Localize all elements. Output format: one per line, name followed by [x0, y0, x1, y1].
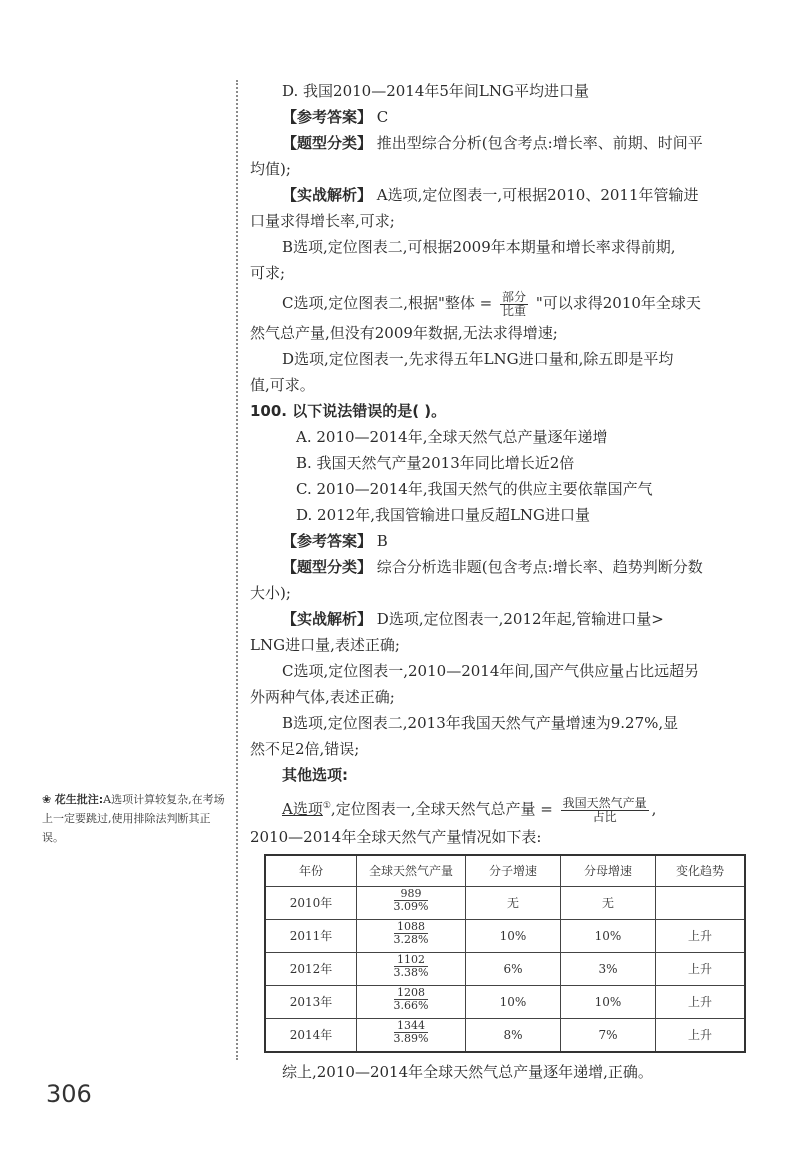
a-option-text: ,定位图表一,全球天然气总产量 =	[330, 800, 553, 818]
table-row	[265, 887, 745, 920]
table-row	[265, 986, 745, 1019]
cell-trend: 上升	[656, 920, 746, 953]
cell-numerator: 1208	[394, 987, 429, 1000]
header-denominator-growth: 分母增速	[561, 855, 656, 887]
table-header-row	[265, 855, 745, 887]
cell-production	[357, 953, 466, 986]
answer-value: C	[376, 108, 389, 126]
margin-note	[42, 790, 232, 847]
cell-year: 2012年	[265, 953, 357, 986]
cell-denominator-growth: 10%	[561, 986, 656, 1019]
margin-divider	[236, 80, 244, 1060]
conclusion: 综上,2010—2014年全球天然气总产量逐年递增,正确。	[282, 1063, 653, 1081]
note-label: 花生批注:	[54, 793, 104, 806]
analysis-c-pre: C选项,定位图表二,根据"整体 =	[282, 294, 493, 312]
table-row	[265, 1019, 745, 1053]
analysis-a-cont: 口量求得增长率,可求;	[250, 212, 395, 230]
option-d-99: D. 我国2010—2014年5年间LNG平均进口量	[282, 82, 589, 100]
cell-trend	[656, 887, 746, 920]
type-text-cont: 均值);	[250, 160, 291, 178]
analysis-c-99	[250, 286, 770, 320]
table-row	[265, 953, 745, 986]
type-line-99	[250, 130, 770, 156]
cell-numerator: 1102	[394, 954, 429, 967]
analysis-b-cont: 可求;	[250, 264, 286, 282]
fraction-denominator: 比重	[502, 303, 527, 318]
header-numerator-growth: 分子增速	[466, 855, 561, 887]
answer-line-100	[250, 528, 770, 554]
cell-numerator-growth: 10%	[466, 920, 561, 953]
cell-denominator-growth: 3%	[561, 953, 656, 986]
type-tag: 【题型分类】	[282, 558, 373, 576]
cell-production	[357, 920, 466, 953]
cell-denominator: 3.28%	[393, 932, 429, 946]
answer-value: B	[376, 532, 388, 550]
analysis-b-cont: 然不足2倍,错误;	[250, 740, 360, 758]
question-100: 100. 以下说法错误的是( )。	[250, 402, 447, 420]
fraction-numerator: 部分	[502, 289, 527, 304]
analysis-d-100	[250, 606, 770, 632]
option-a-100: A. 2010—2014年,全球天然气总产量逐年递增	[296, 428, 608, 446]
answer-tag: 【参考答案】	[282, 108, 373, 126]
cell-denominator: 3.38%	[393, 965, 429, 979]
analysis-c-cont: 外两种气体,表述正确;	[250, 688, 395, 706]
cell-year: 2011年	[265, 920, 357, 953]
cell-numerator-growth: 10%	[466, 986, 561, 1019]
cell-denominator-growth: 7%	[561, 1019, 656, 1053]
cell-numerator: 1088	[394, 921, 429, 934]
cell-production	[357, 1019, 466, 1053]
option-a-analysis	[250, 788, 770, 824]
cell-numerator-growth: 8%	[466, 1019, 561, 1053]
analysis-a-99	[250, 182, 770, 208]
analysis-b-99: B选项,定位图表二,可根据2009年本期量和增长率求得前期,	[282, 238, 676, 256]
analysis-tag: 【实战解析】	[282, 186, 373, 204]
header-trend: 变化趋势	[656, 855, 746, 887]
analysis-tag: 【实战解析】	[282, 610, 373, 628]
cell-numerator: 989	[394, 888, 429, 901]
table-row	[265, 920, 745, 953]
option-b-100: B. 我国天然气产量2013年同比增长近2倍	[296, 454, 575, 472]
analysis-c-100: C选项,定位图表一,2010—2014年间,国产气供应量占比远超另	[282, 662, 700, 680]
cell-denominator-growth: 10%	[561, 920, 656, 953]
fraction-output-ratio	[561, 797, 649, 824]
analysis-d-cont: 值,可求。	[250, 376, 315, 394]
fraction-denominator: 占比	[592, 809, 617, 824]
analysis-c-post: "可以求得2010年全球天	[535, 294, 701, 312]
analysis-d-99: D选项,定位图表一,先求得五年LNG进口量和,除五即是平均	[282, 350, 674, 368]
analysis-d-cont: LNG进口量,表述正确;	[250, 636, 400, 654]
table-intro: 2010—2014年全球天然气产量情况如下表:	[250, 828, 542, 846]
type-text: 推出型综合分析(包含考点:增长率、前期、时间平	[376, 134, 703, 152]
cell-numerator: 1344	[394, 1020, 429, 1033]
cell-numerator-growth: 无	[466, 887, 561, 920]
cell-denominator: 3.89%	[393, 1031, 429, 1045]
analysis-a-text: A选项,定位图表一,可根据2010、2011年管输进	[376, 186, 699, 204]
cell-production	[357, 887, 466, 920]
cell-production	[357, 986, 466, 1019]
flower-icon: ❀	[42, 793, 52, 806]
type-tag: 【题型分类】	[282, 134, 373, 152]
cell-denominator-growth: 无	[561, 887, 656, 920]
note-text: A选项计算较复杂,在考场上一定要跳过,使用排除法判断其正误。	[42, 793, 225, 844]
cell-trend: 上升	[656, 953, 746, 986]
cell-year: 2010年	[265, 887, 357, 920]
page-number: 306	[46, 1080, 92, 1108]
analysis-b-100: B选项,定位图表二,2013年我国天然气产量增速为9.27%,显	[282, 714, 679, 732]
header-production: 全球天然气产量	[357, 855, 466, 887]
type-text-cont: 大小);	[250, 584, 291, 602]
answer-line-99	[250, 104, 770, 130]
type-line-100	[250, 554, 770, 580]
cell-trend: 上升	[656, 1019, 746, 1053]
a-option-comma: ,	[651, 800, 657, 818]
cell-numerator-growth: 6%	[466, 953, 561, 986]
a-option-label: A选项	[282, 800, 323, 818]
footnote-marker: ①	[322, 801, 331, 811]
fraction-numerator: 我国天然气产量	[562, 795, 647, 810]
cell-trend: 上升	[656, 986, 746, 1019]
cell-year: 2013年	[265, 986, 357, 1019]
option-c-100: C. 2010—2014年,我国天然气的供应主要依靠国产气	[296, 480, 653, 498]
type-text: 综合分析选非题(包含考点:增长率、趋势判断分数	[376, 558, 703, 576]
analysis-d-text: D选项,定位图表一,2012年起,管输进口量>	[376, 610, 664, 628]
cell-denominator: 3.66%	[393, 998, 429, 1012]
other-options-heading: 其他选项:	[282, 766, 348, 784]
main-content	[250, 78, 770, 1085]
analysis-c-cont: 然气总产量,但没有2009年数据,无法求得增速;	[250, 324, 558, 342]
header-year: 年份	[265, 855, 357, 887]
fraction-part-ratio	[500, 291, 528, 318]
cell-denominator: 3.09%	[393, 899, 429, 913]
production-table	[264, 854, 746, 1053]
cell-year: 2014年	[265, 1019, 357, 1053]
option-d-100: D. 2012年,我国管输进口量反超LNG进口量	[296, 506, 591, 524]
answer-tag: 【参考答案】	[282, 532, 373, 550]
